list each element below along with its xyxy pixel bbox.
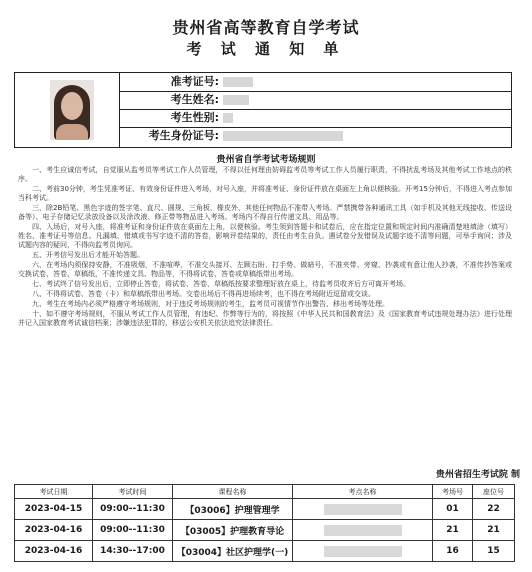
column-header: 考试日期 (15, 485, 93, 499)
page-title: 贵州省高等教育自学考试 (172, 18, 360, 37)
redacted-value (223, 77, 253, 87)
exam-time: 09:00--11:30 (93, 520, 173, 541)
exam-date: 2023-04-16 (15, 541, 93, 562)
room-number: 21 (433, 520, 473, 541)
field-label: 准考证号: (170, 75, 219, 88)
rule-paragraph: 十、如不遵守考场规则，不服从考试工作人员管理，有违纪、作弊等行为的，将按照《中华人民共和国教育法》及《国家教育考试违规处理办法》进行处理并记入国家教育考试诚信档案；涉嫌违法犯罪的，移送公安机关依法追究法律责任。 (18, 309, 512, 327)
issuer-signature: 贵州省招生考试院 制 (435, 470, 520, 480)
exam-time: 09:00--11:30 (93, 499, 173, 520)
page-subtitle: 考 试 通 知 单 (186, 40, 346, 58)
redacted-value (223, 131, 343, 141)
redacted-value (324, 504, 402, 515)
redacted-value (223, 113, 233, 123)
table-row (15, 520, 515, 541)
seat-number: 21 (473, 520, 515, 541)
field-label: 考生性别: (170, 111, 219, 124)
exam-site (293, 520, 433, 541)
column-header: 考试时间 (93, 485, 173, 499)
candidate-info-table (14, 72, 512, 148)
column-header: 课程名称 (173, 485, 293, 499)
exam-time: 14:30--17:00 (93, 541, 173, 562)
rule-paragraph: 九、考生在考场内必须严格遵守考场规则，对于违反考场规则的考生，监考员可视情节作出警告、移出考场等处理。 (32, 299, 389, 308)
course-name: 【03004】社区护理学(一) (173, 541, 293, 562)
table-header-row (15, 485, 515, 499)
column-header: 考场号 (433, 485, 473, 499)
redacted-value (324, 546, 402, 557)
exam-site (293, 541, 433, 562)
rule-paragraph: 八、不得将试卷、答卷（卡）和草稿纸带出考场。交卷出场后不得再进场续考，也不得在考场附近逗留或交谈。 (32, 289, 375, 298)
rule-paragraph: 三、除2B铅笔、黑色字迹的签字笔、直尺、圆规、三角板、橡皮外，其他任何物品不准带入考场。严禁携带各种通讯工具（如手机及其他无线接收、传送设备等）、电子存储记忆录放设备以及涂改液、修正带等物品进入考场。考场内不得自行传递文具、用品等。 (18, 203, 512, 222)
redacted-value (223, 95, 249, 105)
rule-paragraph: 五、开考信号发出后才能开始答题。 (32, 251, 144, 260)
rule-paragraph: 一、考生应诚信考试，自觉服从监考员等考试工作人员管理，不得以任何理由妨碍监考员等考试工作人员履行职责，不得扰乱考场及其他考试工作地点的秩序。 (18, 166, 512, 184)
rule-paragraph: 二、考前30分钟，考生凭准考证、有效身份证件进入考场，对号入座，并将准考证、身份证件放在桌面左上角以便核验。开考15分钟后，不得进入考点参加当科考试。 (18, 184, 512, 203)
redacted-value (324, 525, 402, 536)
row-gender (119, 109, 511, 128)
field-label: 考生姓名: (170, 93, 219, 106)
course-name: 【03006】护理管理学 (173, 499, 293, 520)
row-name (119, 91, 511, 110)
column-header: 座位号 (473, 485, 515, 499)
exam-site (293, 499, 433, 520)
course-name: 【03005】护理教育导论 (173, 520, 293, 541)
seat-number: 22 (473, 499, 515, 520)
room-number: 01 (433, 499, 473, 520)
rule-paragraph: 六、在考场内须保持安静，不准吸烟，不准喧哗，不准交头接耳、左顾右盼、打手势、做暗号，不准夹带、旁窥、抄袭或有意让他人抄袭，不准传抄答案或交换试卷、答卷、草稿纸，不准传递文具、物品等，不得将试卷、答卷或草稿纸带出考场。 (18, 260, 512, 279)
row-admission-number (119, 73, 511, 92)
room-number: 16 (433, 541, 473, 562)
field-label: 考生身份证号: (148, 129, 219, 142)
row-id-number (119, 127, 511, 147)
exam-schedule-table (14, 484, 515, 562)
exam-date: 2023-04-15 (15, 499, 93, 520)
table-row (15, 499, 515, 520)
avatar (50, 80, 94, 140)
table-row (15, 541, 515, 562)
column-header: 考点名称 (293, 485, 433, 499)
rule-paragraph: 七、考试终了信号发出后，立即停止答卷，将试卷、答卷、草稿纸按要求整理好放在桌上，待监考员收齐后方可离开考场。 (32, 279, 410, 288)
photo-cell (15, 73, 120, 147)
rules-title: 贵州省自学考试考场规则 (216, 155, 316, 165)
rules-body (18, 166, 512, 329)
exam-date: 2023-04-16 (15, 520, 93, 541)
rule-paragraph: 四、入场后，对号入座，将准考证和身份证件放在桌面左上角，以便核验。考生领到答题卡和试卷后，应在指定位置和规定时间内准确清楚地填涂（填写）姓名、准考证号等信息。凡漏填、错填或书写字迹不清的答卷，影响评卷结果的，责任由考生自负。遇试卷分发错误及试题字迹不清等问题，可举手询问；涉及试题内容的疑问，不得向监考员询问。 (18, 222, 512, 250)
seat-number: 15 (473, 541, 515, 562)
